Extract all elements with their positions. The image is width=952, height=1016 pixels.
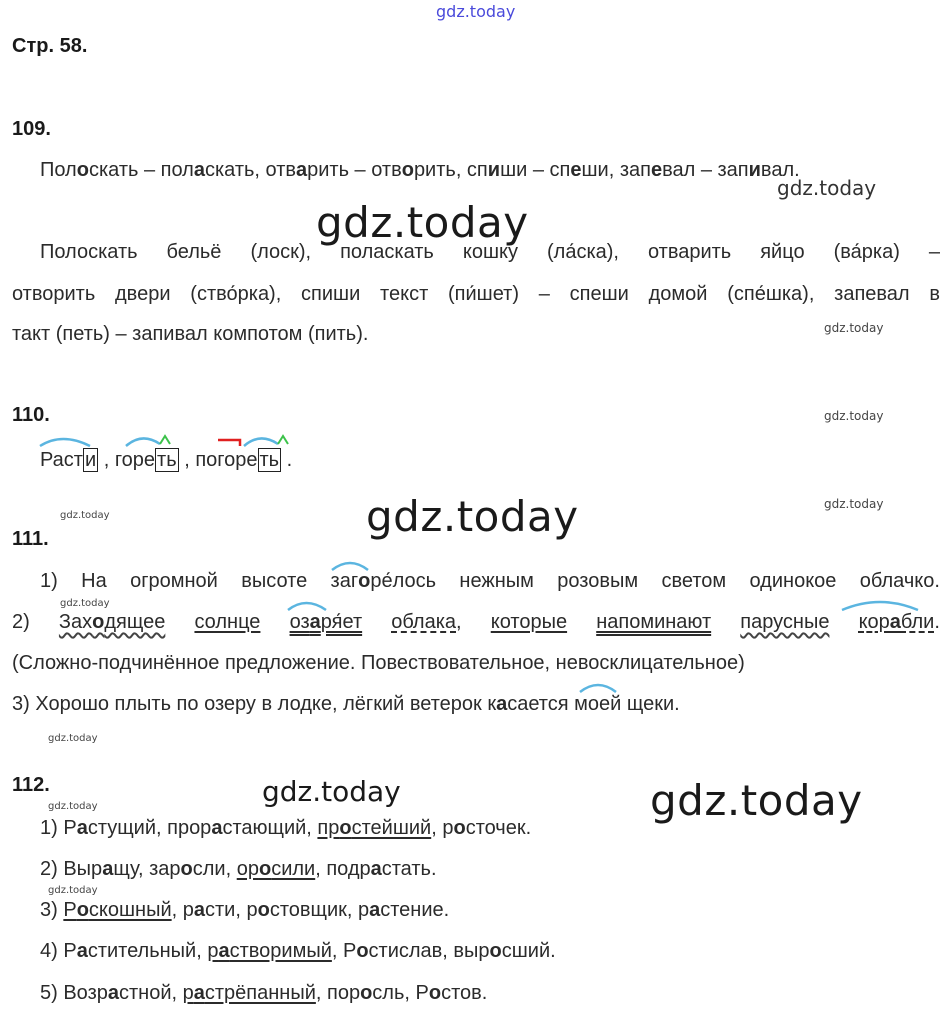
paragraph-line: такт (петь) – запивал компотом (пить). [12,323,369,345]
word-list: 5) Возрастной, растрёпанный, поросль, Ростов. [40,982,488,1004]
watermark-large: gdz.today [316,198,529,247]
page-reference: Стр. 58. [12,35,88,57]
watermark-small: gdz.today [824,497,884,511]
watermark-small: gdz.today [777,176,877,200]
watermark-large: gdz.today [366,492,579,541]
sentence-parsed: 2) Заходящее солнце озаря́ет облака, которые напоминают парусные корабли. [12,611,940,633]
paragraph-line: Полоскать бельё (лоск), поласкать кошку (ла́ска), отварить яйцо (ва́рка) – [40,241,940,263]
word-list: 4) Растительный, растворимый, Ростислав, выросший. [40,940,556,962]
watermark-medium: gdz.today [262,775,401,808]
watermark-small: gdz.today [824,321,884,335]
word-list: 3) Роскошный, расти, ростовщик, растение. [40,899,450,921]
watermark-small: gdz.today [824,409,884,423]
sentence: 1) На огромной высоте загоре́лось нежным розовым светом одинокое облачко. [40,570,940,592]
exercise-number: 111. [12,528,49,550]
watermark-tiny: gdz.today [48,733,98,744]
word-list: 2) Выращу, заросли, оросили, подрастать. [40,858,437,880]
exercise-number: 110. [12,404,50,426]
watermark-tiny: gdz.today [48,801,98,812]
watermark-tiny: gdz.today [48,885,98,896]
watermark-top: gdz.today [436,2,516,21]
exercise-number: 112. [12,774,50,796]
sentence-note: (Сложно-подчинённое предложение. Повествовательное, невосклицательное) [12,652,745,674]
watermark-tiny: gdz.today [60,598,110,609]
paragraph-line: отворить двери (ство́рка), спиши текст (пи́шет) – спеши домой (спе́шка), запевал в [12,283,940,305]
sentence: 3) Хорошо плыть по озеру в лодке, лёгкий ветерок касается моей щеки. [12,693,680,715]
exercise-number: 109. [12,118,51,140]
watermark-tiny: gdz.today [60,510,110,521]
word-list: 1) Растущий, прорастающий, простейший, росточек. [40,817,532,839]
words-with-morphemes: Раст и , горе ть , погоре ть . [40,449,293,471]
word-pairs: Полоскать – поласкать, отварить – отворить, спиши – спеши, запевал – запивал. [40,159,800,181]
watermark-large: gdz.today [650,776,863,825]
